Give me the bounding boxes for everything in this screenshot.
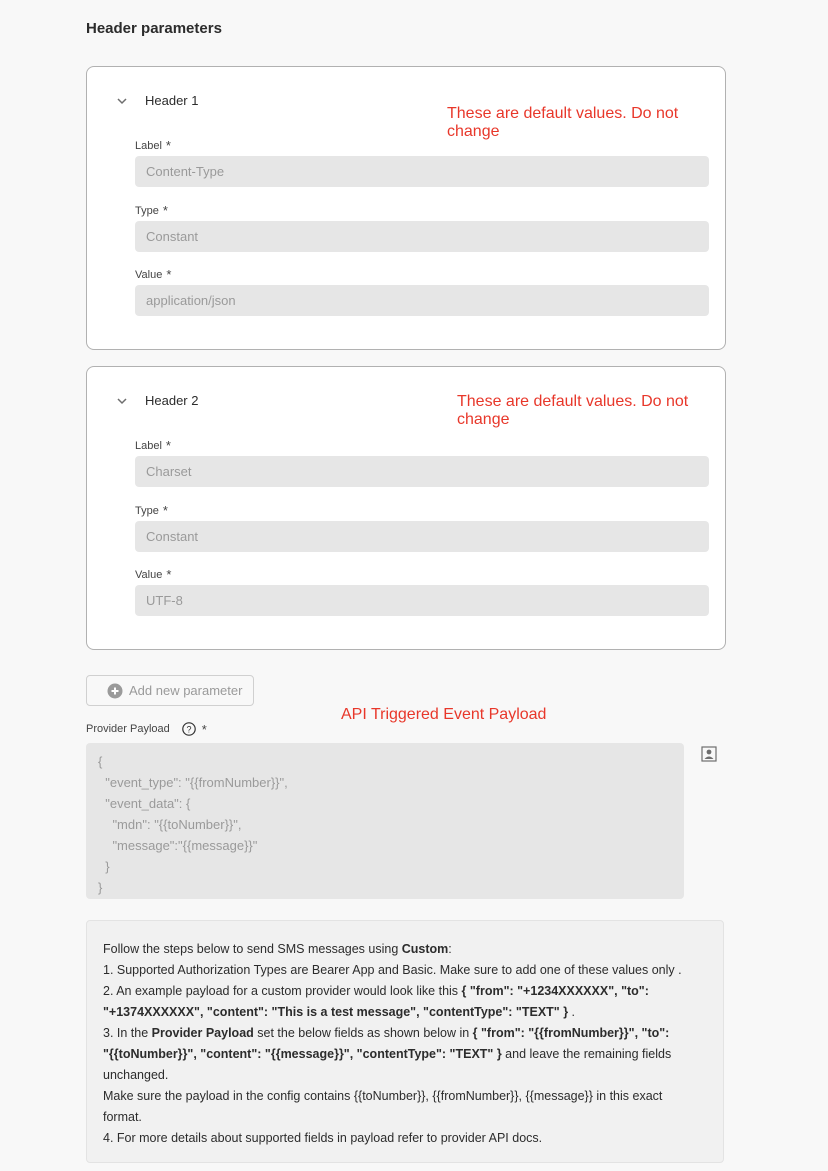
payload-line: }: [98, 859, 110, 874]
provider-payload-label: Provider Payload ? *: [86, 722, 207, 737]
svg-text:?: ?: [186, 723, 192, 734]
instruction-line: 1. Supported Authorization Types are Bearer App and Basic. Make sure to add one of these values only .: [103, 963, 682, 977]
default-values-note: These are default values. Do not change: [457, 393, 689, 428]
section-title: Header parameters: [86, 20, 222, 37]
add-parameter-button[interactable]: [86, 675, 254, 706]
payload-line: {: [98, 754, 103, 769]
payload-line: "event_data": {: [98, 796, 191, 811]
value-field-label: Value *: [135, 567, 172, 582]
payload-line: }: [98, 880, 103, 895]
label-field-label: Label *: [135, 138, 171, 153]
value-field-label: Value *: [135, 267, 172, 282]
label-field[interactable]: Charset: [135, 456, 709, 487]
type-field[interactable]: Constant: [135, 521, 709, 552]
label-field-label: Label *: [135, 438, 171, 453]
instructions-panel: [86, 920, 724, 1163]
instruction-line: 3. In the Provider Payload set the below fields as shown below in { "from": "{{fromNumber}}", "to":: [103, 1026, 670, 1040]
add-circle-icon: [107, 683, 123, 699]
instruction-line: 4. For more details about supported fields in payload refer to provider API docs.: [103, 1131, 543, 1145]
chevron-down-icon[interactable]: [115, 394, 129, 408]
payload-line: "message":"{{message}}": [98, 838, 258, 853]
header-title: Header 2: [145, 393, 199, 408]
personalization-icon[interactable]: [701, 746, 717, 762]
instruction-line: 2. An example payload for a custom provider would look like this { "from": "+1234XXXXXX", "to":: [103, 984, 649, 998]
header-toggle-2[interactable]: [115, 393, 198, 408]
api-payload-note: API Triggered Event Payload: [341, 706, 547, 723]
payload-line: "event_type": "{{fromNumber}}",: [98, 775, 288, 790]
instruction-line: format.: [103, 1110, 142, 1124]
instruction-line: Make sure the payload in the config contains {{toNumber}}, {{fromNumber}}, {{message}} in this exact: [103, 1089, 663, 1103]
header-title: Header 1: [145, 93, 199, 108]
label-field[interactable]: Content-Type: [135, 156, 709, 187]
header-toggle-1[interactable]: [115, 93, 198, 108]
type-field[interactable]: Constant: [135, 221, 709, 252]
instruction-line: unchanged.: [103, 1068, 169, 1082]
type-field-label: Type *: [135, 203, 168, 218]
add-parameter-label: Add new parameter: [129, 683, 243, 698]
value-field[interactable]: application/json: [135, 285, 709, 316]
chevron-down-icon[interactable]: [115, 94, 129, 108]
instruction-line: "+1374XXXXXX", "content": "This is a test message", "contentType": "TEXT" } .: [103, 1005, 576, 1019]
type-field-label: Type *: [135, 503, 168, 518]
instruction-line: "{{toNumber}}", "content": "{{message}}", "contentType": "TEXT" } and leave the remaining fields: [103, 1047, 672, 1061]
header-card-2: [86, 366, 726, 650]
provider-payload-textarea[interactable]: [86, 743, 684, 899]
default-values-note: These are default values. Do not change: [447, 105, 679, 140]
payload-line: "mdn": "{{toNumber}}",: [98, 817, 242, 832]
help-icon[interactable]: [182, 722, 196, 736]
value-field[interactable]: UTF-8: [135, 585, 709, 616]
instruction-line: Follow the steps below to send SMS messages using Custom:: [103, 942, 452, 956]
header-card-1: [86, 66, 726, 350]
